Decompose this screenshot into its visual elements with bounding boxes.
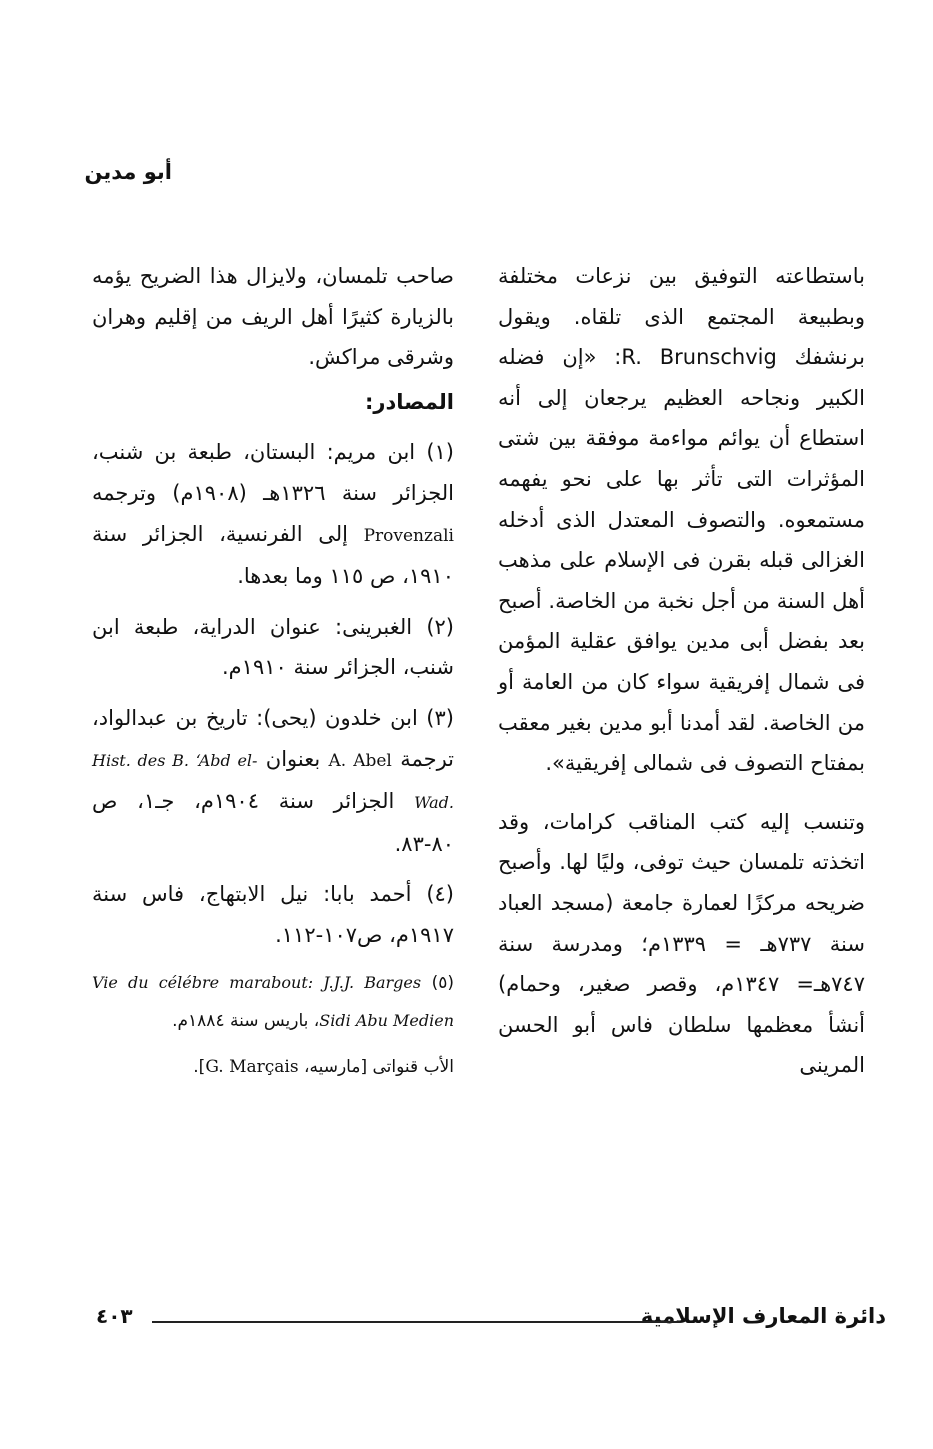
source-entry bbox=[92, 964, 454, 1040]
author-signature bbox=[92, 1048, 454, 1086]
latin-title: Sidi Abu Medien bbox=[319, 1010, 454, 1030]
source-entry: (٤) أحمد بابا: نيل الابتهاج، فاس سنة ١٩١٧م، ص١٠٧-١١٢. bbox=[92, 882, 454, 947]
source-text: (٣) ابن خلدون (يحى): تاريخ بن عبدالواد، ترجمة bbox=[92, 705, 454, 771]
latin-title: Hist. des B. ‘Abd el-Wad. bbox=[92, 750, 454, 813]
running-header: أبو مدين bbox=[84, 160, 172, 184]
page-number: ٤٠٣ bbox=[96, 1304, 133, 1328]
source-text: (١) ابن مريم: البستان، طبعة بن شنب، الجزائر سنة ١٣٢٦هـ (١٩٠٨م) وترجمه bbox=[92, 440, 454, 505]
left-column bbox=[92, 256, 454, 1086]
body-paragraph: وتنسب إليه كتب المناقب كرامات، وقد اتخذته تلمسان حيث توفى، وليًا لها. وأصبح ضريحه مركزًا لعمارة جامعة (مسجد العباد سنة ٧٣٧هـ = ١٣٣٩م؛ ومدرسة سنة ٧٤٧هـ= ١٣٤٧م، وقصر صغير، وحمام) أنشأ معظمها سلطان فاس أبو الحسن المرينى bbox=[498, 809, 865, 1078]
latin-title: Vie du célébre marabout: J.J.J. Barges bbox=[92, 972, 422, 992]
latin-name: G. Marçais bbox=[205, 1056, 299, 1077]
footer-title: دائرة المعارف الإسلامية bbox=[640, 1304, 886, 1328]
source-text: ، باريس سنة ١٨٨٤م. bbox=[172, 1010, 320, 1031]
sources-heading: المصادر: bbox=[364, 389, 454, 414]
latin-name: A. Abel bbox=[328, 750, 392, 771]
right-column bbox=[498, 256, 865, 1086]
source-text: إلى الفرنسية، الجزائر سنة ١٩١٠، ص ١١٥ وما بعدها. bbox=[92, 521, 454, 589]
source-number: (٥) bbox=[431, 972, 455, 993]
body-paragraph: صاحب تلمسان، ولايزال هذا الضريح يؤمه بالزيارة كثيرًا أهل الريف من إقليم وهران وشرقى مراكش. bbox=[92, 264, 454, 370]
footer-rule bbox=[152, 1321, 680, 1323]
source-entry: (٢) الغبرينى: عنوان الدراية، طبعة ابن شنب، الجزائر سنة ١٩١٠م. bbox=[92, 614, 454, 680]
page-footer bbox=[96, 1296, 886, 1336]
source-entry bbox=[92, 698, 454, 864]
author-text: ]. bbox=[193, 1056, 206, 1077]
latin-name: Provenzali bbox=[363, 525, 454, 546]
body-paragraph: باستطاعته التوفيق بين نزعات مختلفة وبطبيعة المجتمع الذى تلقاه. ويقول برنشفك R. Brunschvig: «إن فضله الكبير ونجاحه العظيم يرجعان إلى أنه استطاع أن يوائم مواءمة موفقة بين شتى المؤثرات التى تأثر بها على نحو يفهمه مستمعوه. والتصوف المعتدل الذى أدخله الغزالى قبله بقرن فى الإسلام على مذهب أهل السنة من أجل نخبة من الخاصة. أصبح بعد بفضل أبى مدين يوافق عقلية المؤمن فى شمال إفريقية سواء كان من العامة أو من الخاصة. لقد أمدنا أبو مدين بغير معقب بمفتاح التصوف فى شمالى إفريقية». bbox=[498, 264, 865, 776]
source-text: الجزائر سنة ١٩٠٤م، جـ١، ص ٨٠-٨٣. bbox=[92, 789, 454, 856]
source-text: بعنوان bbox=[265, 746, 321, 771]
source-entry bbox=[92, 432, 454, 596]
author-text: الأب قنواتى [مارسيه، bbox=[304, 1056, 454, 1077]
